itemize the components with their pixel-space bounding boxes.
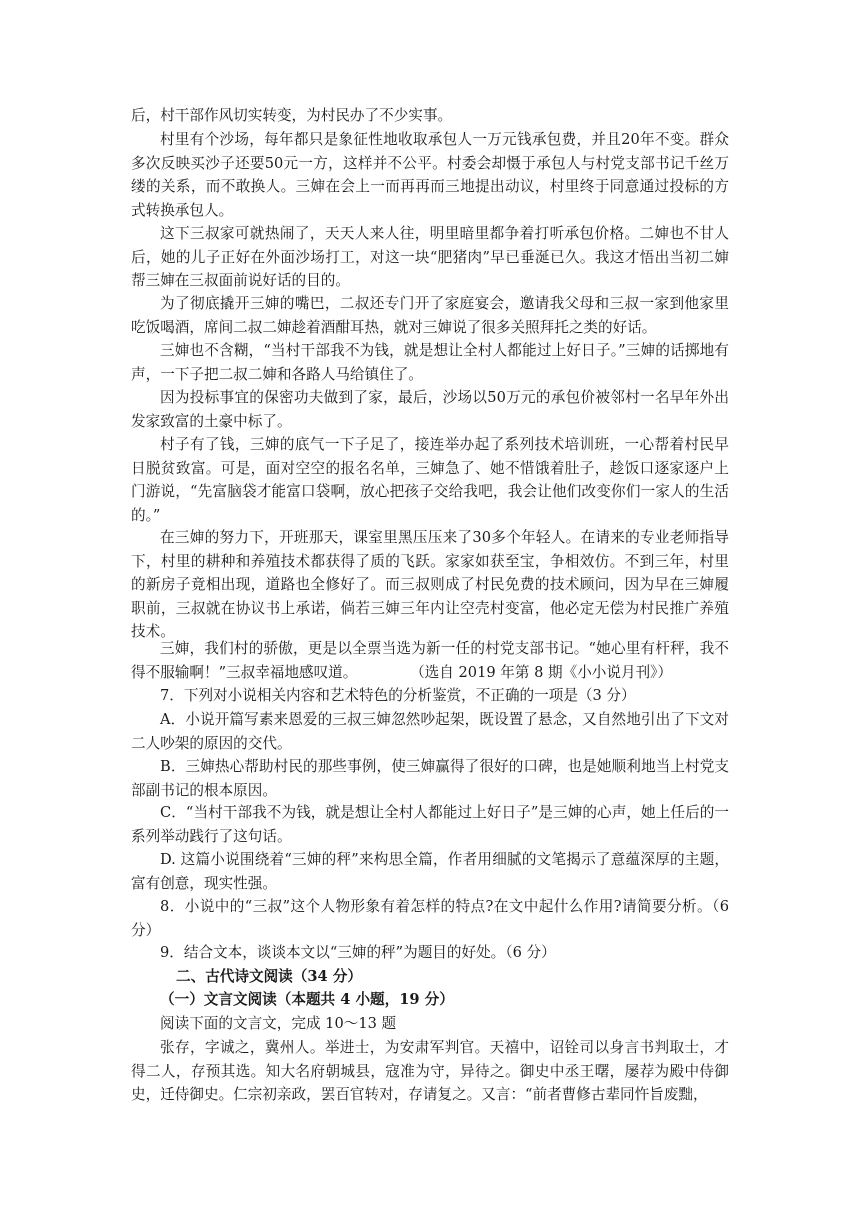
paragraph: 因为投标事宜的保密功夫做到了家，最后，沙场以50万元的承包价被邻村一名早年外出发家致富的土豪中标了。 bbox=[131, 389, 729, 430]
question-8: 8．小说中的“三叔”这个人物形象有着怎样的特点?在文中起什么作用?请简要分析。（6 分） bbox=[131, 898, 729, 939]
option-b: B．三婶热心帮助村民的那些事例，使三婶赢得了很好的口碑，也是她顺利地当上村党支部副书记的根本原因。 bbox=[131, 758, 729, 799]
paragraph bbox=[131, 637, 729, 684]
section-heading: 二、古代诗文阅读（34 分） bbox=[176, 968, 362, 985]
paragraph: 为了彻底撬开三婶的嘴巴，二叔还专门开了家庭宴会，邀请我父母和三叔一家到他家里吃饭喝酒，席间二叔二婶趁着酒酣耳热，就对三婶说了很多关照拜托之类的好话。 bbox=[131, 295, 729, 336]
paragraph: 村子有了钱，三婶的底气一下子足了，接连举办起了系列技术培训班，一心帮着村民早日脱贫致富。可是，面对空空的报名名单，三婶急了、她不惜饿着肚子，趁饭口逐家逐户上门游说，“先富脑袋才能富口袋啊，放心把孩子交给我吧，我会让他们改变你们一家人的生活的。” bbox=[131, 436, 729, 524]
paragraph: 三婶也不含糊，“当村干部我不为钱，就是想让全村人都能过上好日子。”三婶的话掷地有声，一下子把二叔二婶和各路人马给镇住了。 bbox=[131, 342, 729, 383]
source-note: （选自 2019 年第 8 期《小小说月刊》） bbox=[417, 663, 673, 681]
closing-text: 三婶，我们村的骄傲，更是以全票当选为新一任的村党支部书记。“她心里有杆秤，我不得不服输啊！”三叔幸福地感叹道。 bbox=[131, 640, 729, 681]
question-9: 9．结合文本，谈谈本文以“三婶的秤”为题目的好处。（6 分） bbox=[160, 944, 556, 961]
instruction: 阅读下面的文言文，完成 10～13 题 bbox=[160, 1015, 397, 1032]
option-c: C．“当村干部我不为钱，就是想让全村人都能过上好日子”是三婶的心声，她上任后的一系列举动践行了这句话。 bbox=[131, 804, 729, 845]
classical-text: 张存，字诚之，冀州人。举进士，为安肃军判官。天禧中，诏铨司以身言书判取士，才得二人，存预其选。知大名府朝城县，寇准为守，异待之。御史中丞王曙，屡荐为殿中侍御史，迁侍御史。仁宗初亲政，罢百官转对，存请复之。又言：“前者曹修古辈同忤旨废黜， bbox=[131, 1039, 729, 1103]
subsection-heading: （一）文言文阅读（本题共 4 小题，19 分） bbox=[160, 991, 454, 1008]
paragraph: 后，村干部作风切实转变，为村民办了不少实事。 bbox=[131, 107, 453, 124]
option-d: D. 这篇小说围绕着“三婶的秤”来构思全篇，作者用细腻的文笔揭示了意蕴深厚的主题，富有创意，现实性强。 bbox=[131, 851, 729, 892]
paragraph: 这下三叔家可就热闹了，天天人来人往，明里暗里都争着打听承包价格。二婶也不甘人后，她的儿子正好在外面沙场打工，对这一块“肥猪肉”早已垂涎已久。我这才悟出当初二婶帮三婶在三叔面前说好话的目的。 bbox=[131, 225, 729, 289]
paragraph: 在三婶的努力下，开班那天，课室里黑压压来了30多个年轻人。在请来的专业老师指导下，村里的耕种和养殖技术都获得了质的飞跃。家家如获至宝，争相效仿。不到三年，村里的新房子竟相出现，道路也全修好了。而三叔则成了村民免费的技术顾问，因为早在三婶履职前，三叔就在协议书上承诺，倘若三婶三年内让空壳村变富，他必定无偿为村民推广养殖技术。 bbox=[131, 529, 729, 640]
question-7: 7．下列对小说相关内容和艺术特色的分析鉴赏，不正确的一项是（3 分） bbox=[160, 687, 636, 704]
option-a: A．小说开篇写素来恩爱的三叔三婶忽然吵起架，既设置了悬念，又自然地引出了下文对二人吵架的原因的交代。 bbox=[131, 711, 729, 752]
paragraph: 村里有个沙场，每年都只是象征性地收取承包人一万元钱承包费，并且20年不变。群众多次反映买沙子还要50元一方，这样并不公平。村委会却慑于承包人与村党支部书记千丝万缕的关系，而不敢换人。三婶在会上一而再再而三地提出动议，村里终于同意通过投标的方式转换承包人。 bbox=[131, 131, 729, 219]
